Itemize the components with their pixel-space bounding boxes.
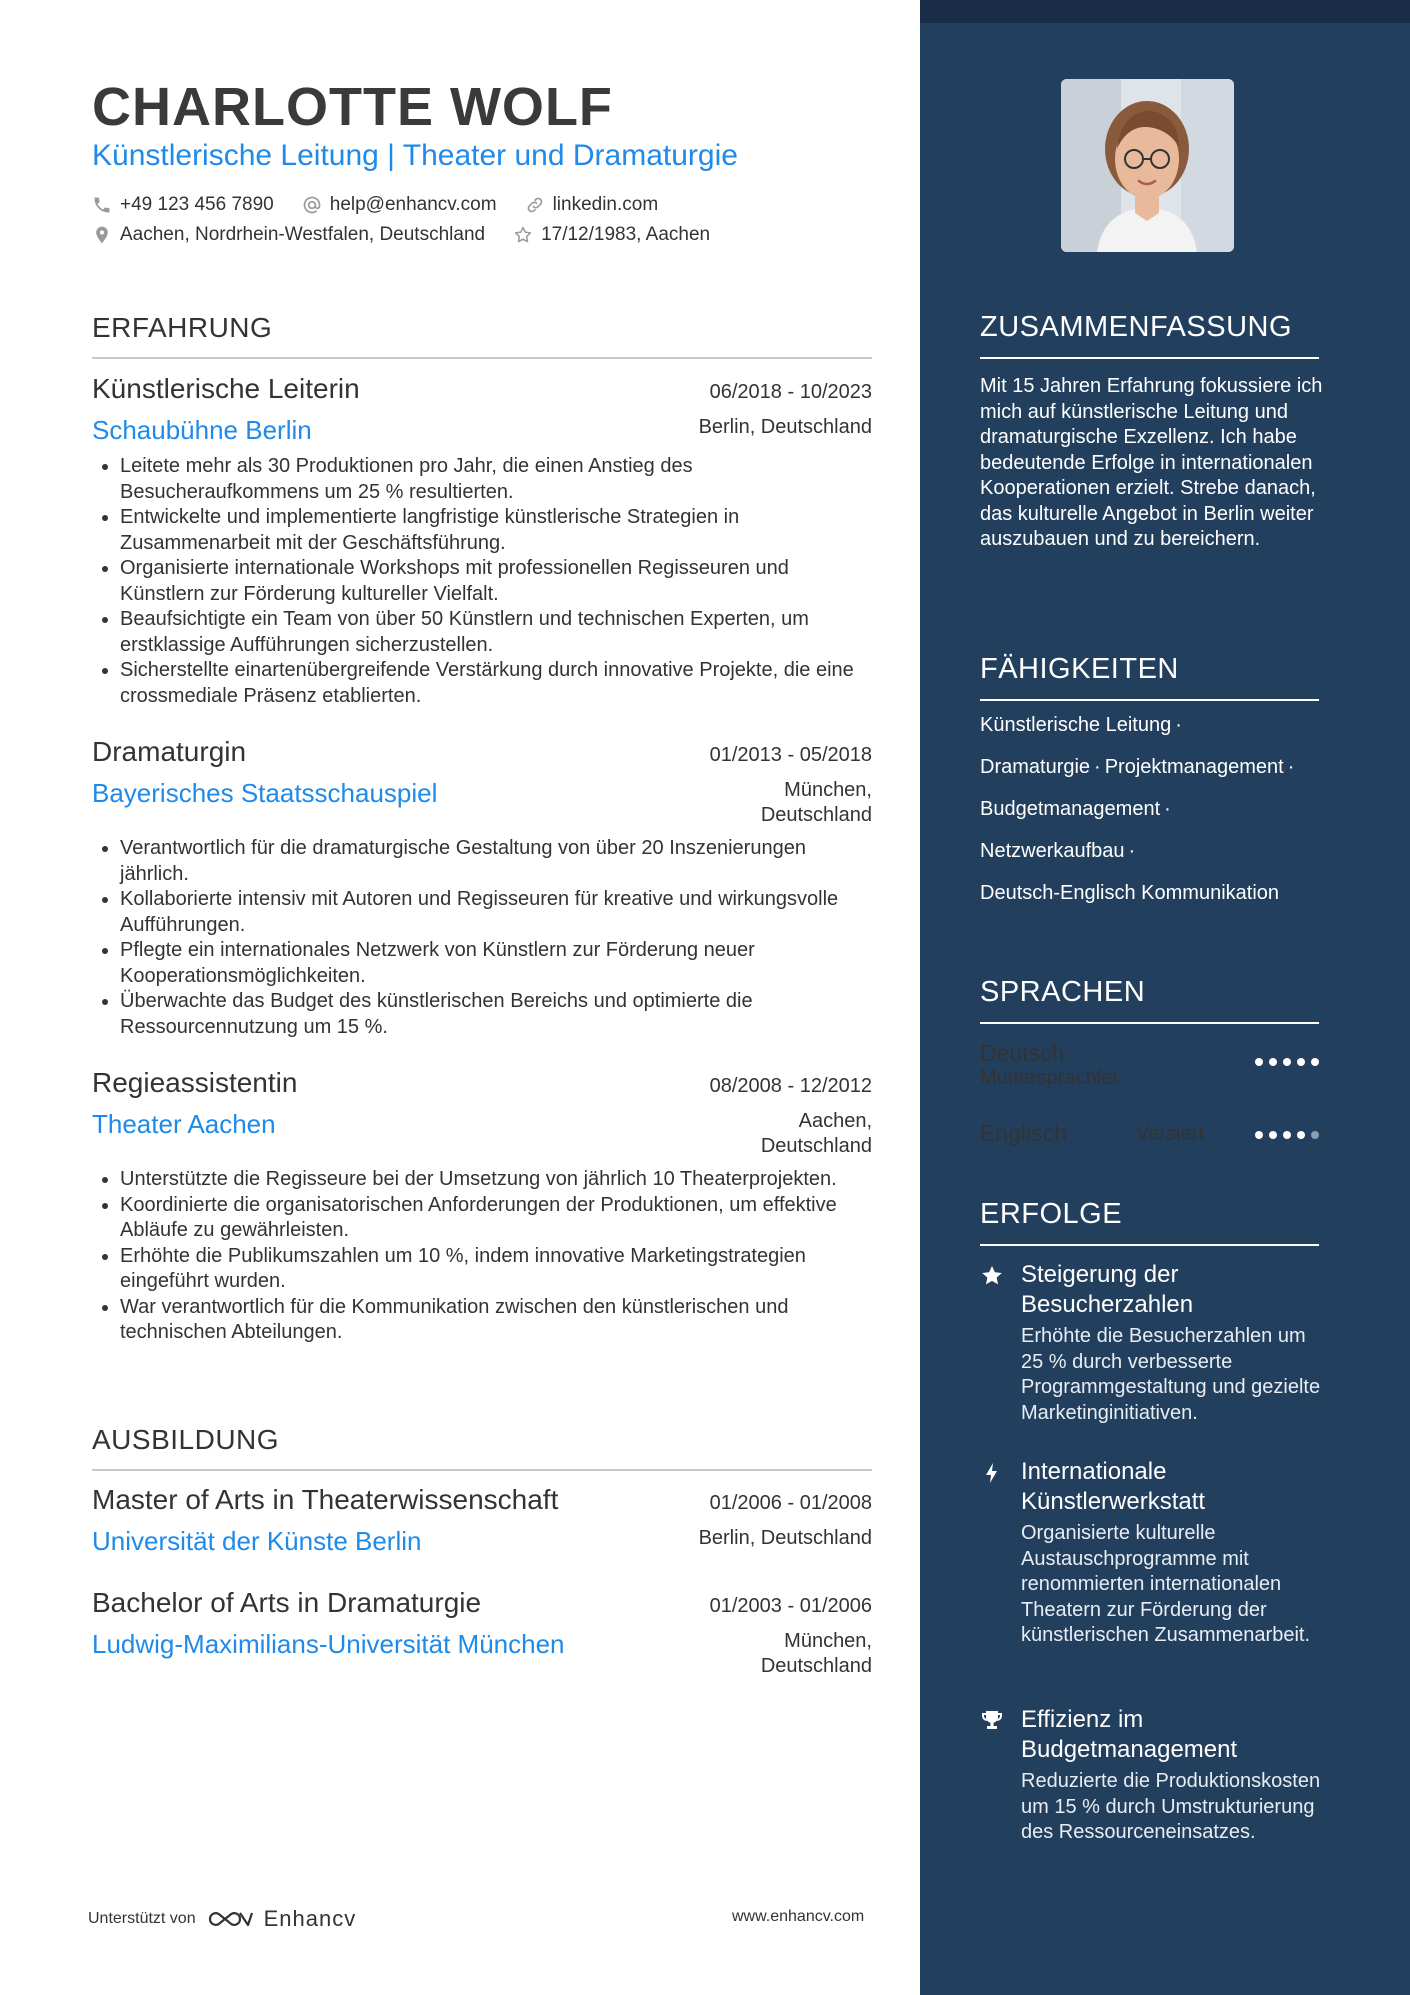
skill-separator: · xyxy=(1128,840,1136,862)
education-location: Berlin, Deutschland xyxy=(698,1527,872,1549)
star-icon xyxy=(980,1264,1004,1288)
achievement-title: Steigerung der Besucherzahlen xyxy=(1021,1261,1194,1318)
avatar-portrait-icon xyxy=(1061,79,1234,252)
rating-dot xyxy=(1283,1058,1291,1066)
education-location-line: München, xyxy=(784,1630,872,1652)
education-entry xyxy=(92,1484,872,1557)
achievement-item xyxy=(980,1705,1325,1846)
summary-text: Mit 15 Jahren Erfahrung fokussiere ich mich auf künstlerische Leitung und dramaturgische Exzellenz. Ich habe bedeutende Erfolge in internationalen Kooperationen erzielt. Strebe danach, das kulturelle Angebot in Berlin weiter auszubauen und zu bereichern. xyxy=(980,375,1323,550)
phone-text: +49 123 456 7890 xyxy=(120,194,274,215)
candidate-title: Künstlerische Leitung | Theater und Dramaturgie xyxy=(92,139,738,172)
language-item xyxy=(980,1120,1319,1150)
footer-url[interactable]: www.enhancv.com xyxy=(732,1908,865,1925)
achievement-description: Erhöhte die Besucherzahlen um 25 % durch verbesserte Programmgestaltung und gezielte Marketinginitiativen. xyxy=(1021,1325,1321,1424)
job-location-line: Deutschland xyxy=(760,1135,872,1157)
education-heading: AUSBILDUNG xyxy=(92,1424,280,1455)
contact-row-1 xyxy=(92,194,658,216)
job-bullet: • Verantwortlich für die dramaturgische Gestaltung von über 20 Inszenierungen jährlich. xyxy=(120,836,872,887)
rating-dot xyxy=(1297,1058,1305,1066)
job-entry xyxy=(92,736,872,1040)
job-bullet: • Sicherstellte einartenübergreifende Verstärkung durch innovative Projekte, die eine crossmediale Präsenz etablierten. xyxy=(120,658,872,709)
experience-divider xyxy=(92,357,872,359)
skill-item: Künstlerische Leitung xyxy=(980,714,1172,736)
brand-name: Enhancv xyxy=(263,1906,357,1931)
education-degree: Master of Arts in Theaterwissenschaft xyxy=(92,1484,559,1515)
skills-list xyxy=(980,714,1340,924)
job-bullet: • War verantwortlich für die Kommunikation zwischen den künstlerischen und technischen Abteilungen. xyxy=(120,1295,872,1346)
contact-location xyxy=(92,224,485,246)
rating-dot xyxy=(1311,1131,1319,1139)
job-location: Berlin, Deutschland xyxy=(698,416,872,438)
languages-divider xyxy=(980,1022,1319,1024)
rating-dot xyxy=(1283,1131,1291,1139)
enhancv-logo-icon xyxy=(206,1907,254,1931)
job-location xyxy=(761,1109,872,1159)
job-bullet: • Unterstützte die Regisseure bei der Umsetzung von jährlich 10 Theaterprojekten. xyxy=(120,1167,872,1193)
skill-item: Dramaturgie xyxy=(980,756,1091,778)
job-bullet: • Kollaborierte intensiv mit Autoren und Regisseuren für kreative und wirkungsvolle Aufführungen. xyxy=(120,887,872,938)
job-entry xyxy=(92,373,872,709)
birth-text: 17/12/1983, Aachen xyxy=(541,224,711,245)
language-rating xyxy=(1255,1058,1319,1066)
job-dates: 06/2018 - 10/2023 xyxy=(709,381,872,403)
job-company[interactable]: Bayerisches Staatsschauspiel xyxy=(92,778,438,808)
job-bullet: • Erhöhte die Publikumszahlen um 10 %, indem innovative Marketingstrategien eingeführt wurden. xyxy=(120,1244,872,1295)
contact-email[interactable] xyxy=(302,194,497,216)
job-role: Dramaturgin xyxy=(92,736,247,767)
job-location xyxy=(761,778,872,828)
skill-item: Budgetmanagement xyxy=(980,798,1161,820)
skills-heading: FÄHIGKEITEN xyxy=(980,653,1179,685)
contact-birth xyxy=(513,224,710,246)
bolt-icon xyxy=(980,1461,1004,1485)
job-bullet: • Überwachte das Budget des künstlerischen Bereichs und optimierte die Ressourcennutzung um 15 %. xyxy=(120,989,872,1040)
footer-powered-by xyxy=(88,1906,356,1932)
rating-dot xyxy=(1311,1058,1319,1066)
education-entry xyxy=(92,1587,872,1679)
skill-separator: · xyxy=(1094,756,1101,778)
job-bullets xyxy=(92,454,872,709)
job-role: Regieassistentin xyxy=(92,1067,298,1098)
job-bullet: • Pflegte ein internationales Netzwerk von Künstlern zur Förderung neuer Kooperationsmöglichkeiten. xyxy=(120,938,872,989)
achievements-divider xyxy=(980,1244,1319,1246)
skill-item: Deutsch-Englisch Kommunikation xyxy=(980,882,1280,904)
at-icon xyxy=(302,195,322,215)
achievement-item xyxy=(980,1260,1325,1426)
job-company[interactable]: Schaubühne Berlin xyxy=(92,415,312,445)
job-bullet: • Organisierte internationale Workshops mit professionellen Regisseuren und Künstlern zur Förderung kultureller Vielfalt. xyxy=(120,556,872,607)
website-text[interactable]: linkedin.com xyxy=(552,194,659,215)
job-role: Künstlerische Leiterin xyxy=(92,373,360,404)
contact-website[interactable] xyxy=(525,194,659,216)
job-dates: 01/2013 - 05/2018 xyxy=(709,744,872,766)
skill-separator: · xyxy=(1164,798,1171,820)
candidate-name: CHARLOTTE WOLF xyxy=(92,77,613,137)
education-degree: Bachelor of Arts in Dramaturgie xyxy=(92,1587,482,1618)
location-pin-icon xyxy=(92,225,112,245)
job-bullets xyxy=(92,836,872,1040)
rating-dot xyxy=(1255,1058,1263,1066)
summary-divider xyxy=(980,357,1319,359)
job-bullet: • Beaufsichtigte ein Team von über 50 Künstlern und technischen Experten, um erstklassige Aufführungen sicherzustellen. xyxy=(120,607,872,658)
achievement-item xyxy=(980,1457,1325,1649)
education-dates: 01/2006 - 01/2008 xyxy=(709,1492,872,1514)
job-bullets xyxy=(92,1167,872,1346)
rating-dot xyxy=(1297,1131,1305,1139)
trophy-icon xyxy=(980,1709,1004,1733)
skill-item: Projektmanagement xyxy=(1104,756,1284,778)
profile-photo xyxy=(1061,79,1234,252)
job-company[interactable]: Theater Aachen xyxy=(92,1109,276,1139)
contact-phone xyxy=(92,194,274,216)
education-dates: 01/2003 - 01/2006 xyxy=(709,1595,872,1617)
skills-divider xyxy=(980,699,1319,701)
phone-icon xyxy=(92,195,112,215)
language-name: Englisch xyxy=(980,1120,1067,1146)
skill-separator: · xyxy=(1287,756,1295,778)
achievement-description: Organisierte kulturelle Austauschprogramme mit renommierten internationalen Theatern zur Förderung der künstlerischen Zusammenarbeit. xyxy=(1021,1522,1311,1646)
email-text[interactable]: help@enhancv.com xyxy=(329,194,497,215)
link-icon xyxy=(525,195,545,215)
education-school[interactable]: Universität der Künste Berlin xyxy=(92,1526,422,1556)
language-name: Deutsch xyxy=(980,1040,1065,1066)
rating-dot xyxy=(1269,1131,1277,1139)
rating-dot xyxy=(1269,1058,1277,1066)
job-dates: 08/2008 - 12/2012 xyxy=(709,1075,872,1097)
job-location-line: Aachen, xyxy=(798,1110,872,1132)
sidebar-top-band xyxy=(920,0,1410,23)
job-bullet: • Koordinierte die organisatorischen Anforderungen der Produktionen, um effektive Abläufe zu gewährleisten. xyxy=(120,1193,872,1244)
job-bullet: • Leitete mehr als 30 Produktionen pro Jahr, die einen Anstieg des Besucheraufkommens um 25 % resultierten. xyxy=(120,454,872,505)
job-bullet: • Entwickelte und implementierte langfristige künstlerische Strategien in Zusammenarbeit mit der Geschäftsführung. xyxy=(120,505,872,556)
achievement-title: Effizienz im Budgetmanagement xyxy=(1021,1706,1238,1763)
education-location xyxy=(761,1629,872,1679)
achievements-heading: ERFOLGE xyxy=(980,1198,1123,1230)
achievement-description: Reduzierte die Produktionskosten um 15 % durch Umstrukturierung des Ressourceneinsatzes. xyxy=(1021,1770,1321,1843)
contact-row-2 xyxy=(92,224,710,246)
language-level: Versiert xyxy=(1136,1123,1204,1145)
education-school[interactable]: Ludwig-Maximilians-Universität München xyxy=(92,1629,565,1659)
summary-heading: ZUSAMMENFASSUNG xyxy=(980,311,1293,343)
education-location-line: Deutschland xyxy=(760,1655,872,1677)
location-text: Aachen, Nordrhein-Westfalen, Deutschland xyxy=(120,224,486,245)
skill-item: Netzwerkaufbau xyxy=(980,840,1125,862)
powered-by-text: Unterstützt von xyxy=(88,1910,196,1927)
rating-dot xyxy=(1255,1131,1263,1139)
language-level: Muttersprachler xyxy=(980,1067,1119,1089)
job-entry xyxy=(92,1067,872,1346)
experience-heading: ERFAHRUNG xyxy=(92,312,273,343)
language-rating xyxy=(1255,1131,1319,1139)
achievement-title: Internationale Künstlerwerkstatt xyxy=(1021,1458,1206,1515)
job-location-line: Deutschland xyxy=(760,804,872,826)
job-location-line: München, xyxy=(784,779,872,801)
skill-separator: · xyxy=(1175,714,1182,736)
languages-heading: SPRACHEN xyxy=(980,976,1146,1008)
language-item xyxy=(980,1040,1319,1096)
star-outline-icon xyxy=(513,225,533,245)
education-divider xyxy=(92,1469,872,1471)
